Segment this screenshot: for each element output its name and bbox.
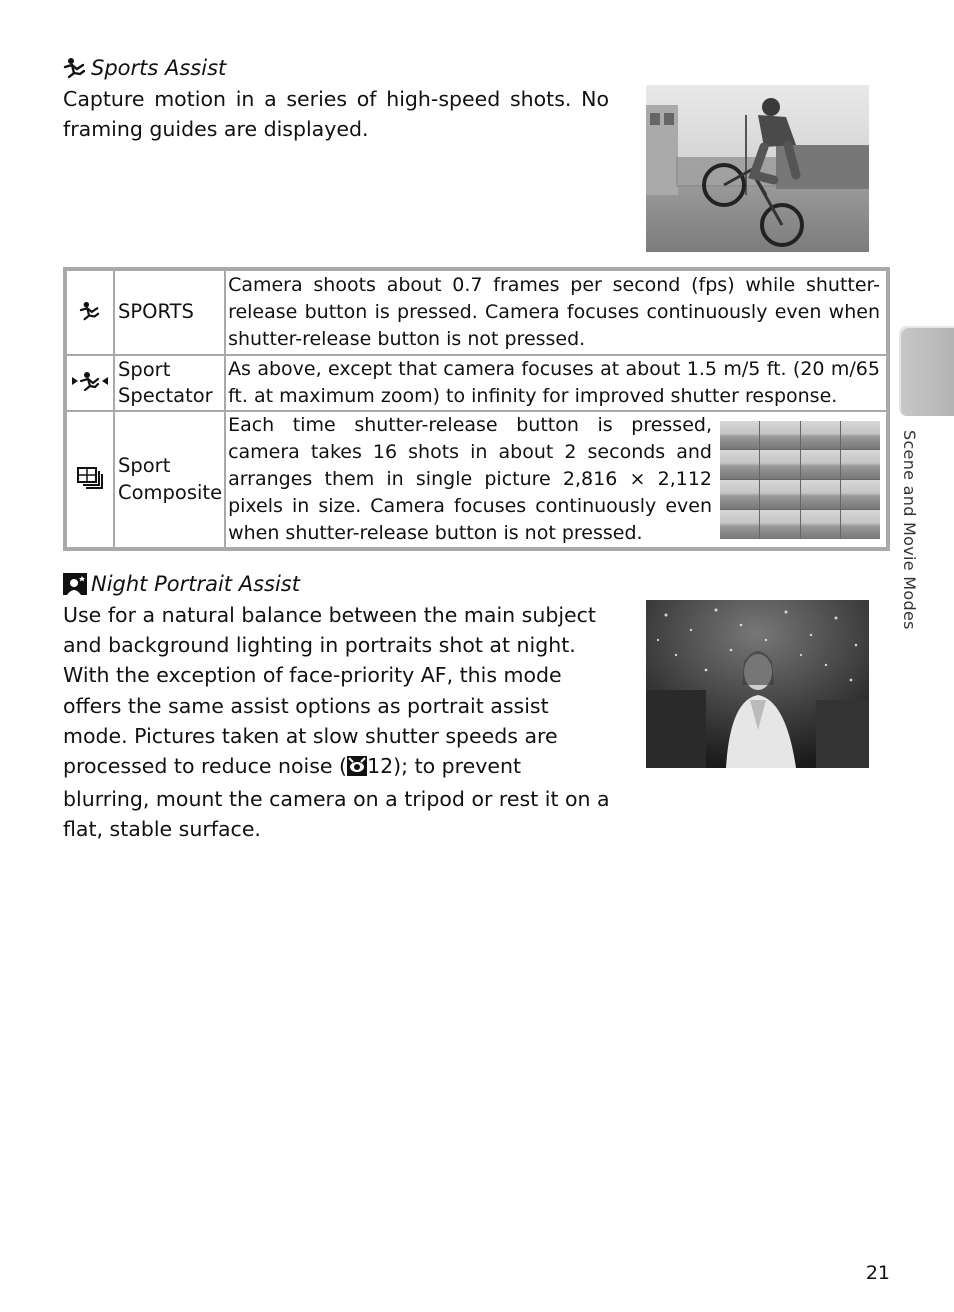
chapter-label [900,430,924,660]
table-icon-cell [65,411,114,549]
mode-name: SPORTS [114,269,225,355]
mode-name: Sport Spectator [114,355,225,411]
page-reference-icon [347,754,367,784]
night-portrait-text: Use for a natural balance between the main subject and background lighting in portraits shot at night. With the exception of face-priority AF, this mode offers the same assist options as portrait assist mode. Pictures taken at slow shutter speeds are processed to reduce noise ( [63,603,596,779]
mode-description: As above, except that camera focuses at about 1.5 m/5 ft. (20 m/65 ft. at maximum zoom) to infinity for improved shutter response. [225,355,888,411]
night-portrait-text-cont: 12); to prevent blurring, mount the camera on a tripod or rest it on a flat, stable surface. [63,754,610,842]
sports-icon [63,57,87,79]
sport-composite-icon [77,474,103,493]
mode-name: Sport Composite [114,411,225,549]
page-number: 21 [865,1262,890,1284]
night-portrait-body [63,600,611,845]
mode-description-cell [225,411,888,549]
sports-assist-intro: Capture motion in a series of high-speed shots. No framing guides are displayed. [63,87,609,142]
night-portrait-icon [63,573,87,595]
table-row [65,269,888,355]
composite-sample-image [720,421,880,539]
night-portrait-assist-title: Night Portrait Assist [91,572,300,596]
sports-assist-title: Sports Assist [91,56,227,80]
table-icon-cell [65,269,114,355]
chapter-tab [899,326,954,416]
sport-spectator-icon [72,376,108,395]
chapter-label-text: Scene and Movie Modes [900,430,919,630]
mode-description: Each time shutter-release button is pressed, camera takes 16 shots in about 2 seconds and arranges them in single picture 2,816 × 2,112 pixels in size. Camera focuses continuously even when shutter-release button is not pressed. [228,414,712,544]
sports-icon [79,306,101,325]
mode-description: Camera shoots about 0.7 frames per second (fps) while shutter-release button is pressed. Camera focuses continuously even when shutter-release button is not pressed. [225,269,888,355]
night-portrait-photo [646,600,869,768]
scene-modes-table [63,267,890,551]
sports-assist-heading [63,55,226,81]
table-row [65,411,888,549]
sports-photo [646,85,869,252]
night-portrait-assist-heading [63,571,300,597]
table-row [65,355,888,411]
table-icon-cell [65,355,114,411]
